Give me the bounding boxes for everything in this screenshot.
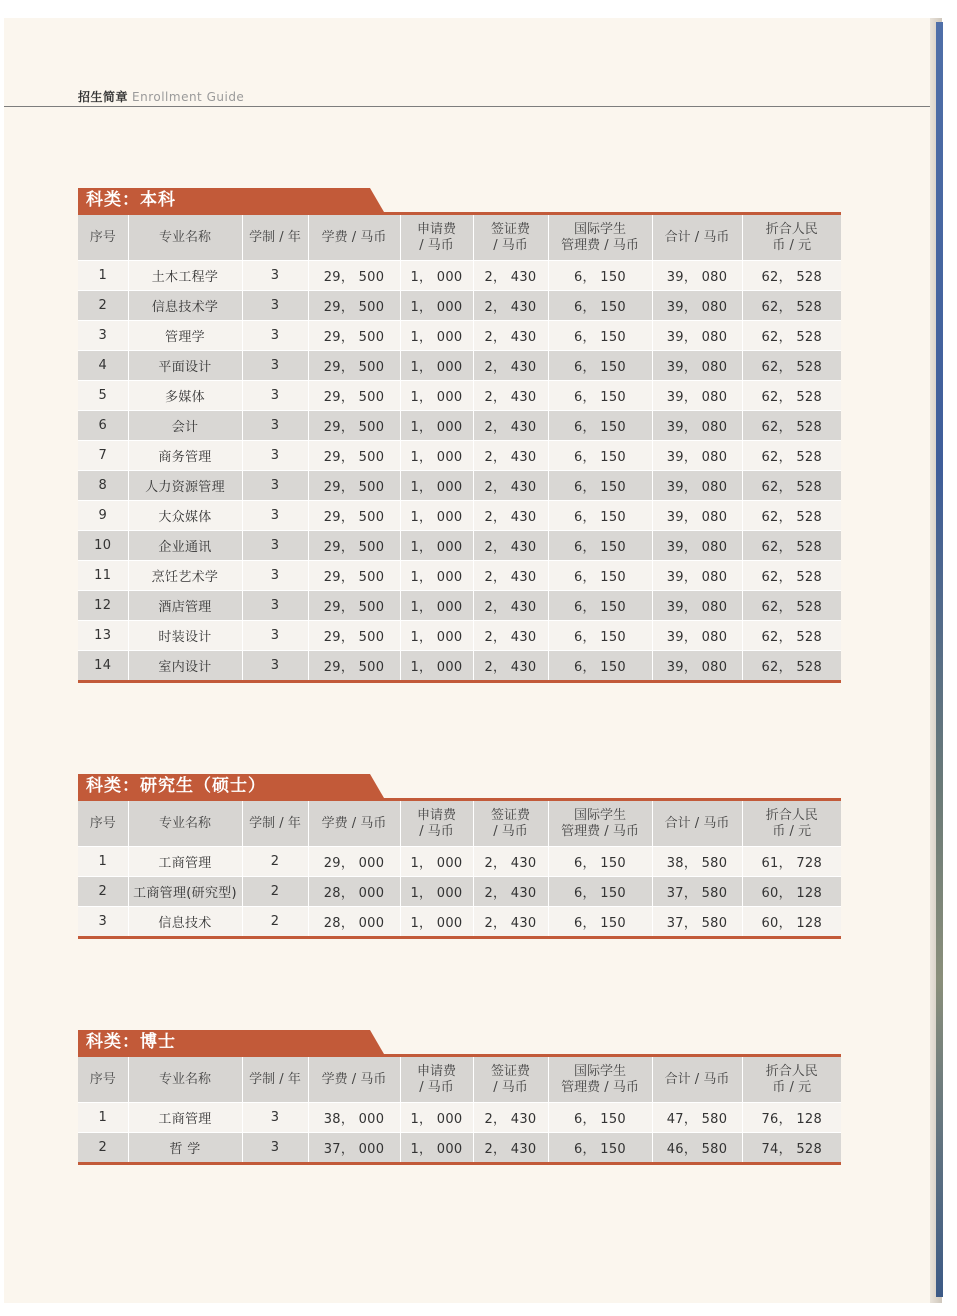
table-cell: 3 <box>242 591 308 621</box>
table-cell: 39， 080 <box>652 261 742 291</box>
table-cell: 29， 500 <box>308 321 400 351</box>
table-header-row <box>78 215 841 261</box>
table-cell: 60， 128 <box>742 877 841 907</box>
table-cell: 1， 000 <box>400 651 473 682</box>
column-header <box>242 1057 308 1103</box>
column-header-label: 签证费 <box>490 1063 530 1079</box>
table-cell: 1， 000 <box>400 1133 473 1164</box>
table-cell: 时装设计 <box>128 621 242 651</box>
table-cell: 12 <box>78 591 128 621</box>
column-header-label: 申请费 <box>416 1063 456 1079</box>
table-cell: 大众媒体 <box>128 501 242 531</box>
table-cell: 3 <box>242 411 308 441</box>
table-cell: 6， 150 <box>548 441 652 471</box>
table-cell: 信息技术 <box>128 907 242 938</box>
table-cell: 29， 500 <box>308 351 400 381</box>
table-cell: 39， 080 <box>652 321 742 351</box>
table-cell: 6， 150 <box>548 261 652 291</box>
table-cell: 62， 528 <box>742 651 841 682</box>
table-cell: 3 <box>242 1133 308 1164</box>
table-cell: 6 <box>78 411 128 441</box>
table-cell: 6， 150 <box>548 381 652 411</box>
header-rule <box>4 106 930 107</box>
table-cell: 3 <box>78 907 128 938</box>
table-cell: 2， 430 <box>473 501 548 531</box>
table-cell: 6， 150 <box>548 531 652 561</box>
column-header-label: 折合人民 <box>765 221 818 237</box>
table-cell: 2 <box>242 877 308 907</box>
table-cell: 39， 080 <box>652 501 742 531</box>
table-cell: 37， 580 <box>652 877 742 907</box>
table-cell: 1， 000 <box>400 411 473 441</box>
table-cell: 管理学 <box>128 321 242 351</box>
column-header <box>473 801 548 847</box>
table-cell: 1， 000 <box>400 351 473 381</box>
column-header-label: 签证费 <box>490 807 530 823</box>
column-header <box>473 215 548 261</box>
column-header-label: 国际学生 <box>573 221 626 237</box>
column-header <box>128 215 242 261</box>
table-cell: 47， 580 <box>652 1103 742 1133</box>
column-header <box>742 1057 841 1103</box>
table-cell: 工商管理(研究型) <box>128 877 242 907</box>
table-cell: 29， 500 <box>308 651 400 682</box>
table-cell: 11 <box>78 561 128 591</box>
table-cell: 29， 500 <box>308 291 400 321</box>
table-cell: 烹饪艺术学 <box>128 561 242 591</box>
table-cell: 3 <box>242 471 308 501</box>
table-cell: 1， 000 <box>400 441 473 471</box>
table-cell: 6， 150 <box>548 1133 652 1164</box>
table-cell: 3 <box>242 501 308 531</box>
table-cell: 2， 430 <box>473 1103 548 1133</box>
table-row <box>78 411 841 441</box>
column-header-label: 专业名称 <box>158 229 211 245</box>
table-cell: 1， 000 <box>400 561 473 591</box>
column-header-label: 合计 / 马币 <box>664 815 730 831</box>
table-cell: 39， 080 <box>652 381 742 411</box>
table-row <box>78 651 841 682</box>
table-header-row <box>78 801 841 847</box>
table-cell: 39， 080 <box>652 441 742 471</box>
table-cell: 1， 000 <box>400 321 473 351</box>
table-cell: 2， 430 <box>473 261 548 291</box>
table-cell: 1， 000 <box>400 291 473 321</box>
table-cell: 29， 500 <box>308 531 400 561</box>
table-cell: 29， 500 <box>308 441 400 471</box>
column-header-label: 专业名称 <box>158 1071 211 1087</box>
column-header <box>128 1057 242 1103</box>
table-cell: 62， 528 <box>742 561 841 591</box>
table-cell: 3 <box>242 1103 308 1133</box>
column-header <box>548 801 652 847</box>
table-cell: 3 <box>242 381 308 411</box>
column-header <box>652 215 742 261</box>
column-header-label: 学制 / 年 <box>249 1071 301 1087</box>
column-header <box>548 1057 652 1103</box>
table-row <box>78 381 841 411</box>
table-cell: 3 <box>242 531 308 561</box>
column-header-label: 申请费 <box>416 807 456 823</box>
column-header-label: 币 / 元 <box>772 237 812 253</box>
table-cell: 39， 080 <box>652 471 742 501</box>
table-cell: 1， 000 <box>400 591 473 621</box>
table-cell: 29， 500 <box>308 411 400 441</box>
column-header-label: / 马币 <box>419 237 454 253</box>
column-header <box>78 1057 128 1103</box>
table-cell: 6， 150 <box>548 291 652 321</box>
column-header-label: 管理费 / 马币 <box>561 823 639 839</box>
column-header-label: 学费 / 马币 <box>321 1071 387 1087</box>
table-cell: 2， 430 <box>473 877 548 907</box>
table-cell: 2， 430 <box>473 561 548 591</box>
fee-table <box>78 1057 841 1165</box>
table-cell: 13 <box>78 621 128 651</box>
table-header-row <box>78 1057 841 1103</box>
column-header-label: / 马币 <box>419 1079 454 1095</box>
table-cell: 1， 000 <box>400 501 473 531</box>
table-cell: 1， 000 <box>400 1103 473 1133</box>
table-cell: 39， 080 <box>652 531 742 561</box>
table-cell: 1， 000 <box>400 907 473 938</box>
table-cell: 29， 500 <box>308 501 400 531</box>
table-cell: 信息技术学 <box>128 291 242 321</box>
table-cell: 1， 000 <box>400 381 473 411</box>
table-cell: 39， 080 <box>652 291 742 321</box>
column-header <box>400 801 473 847</box>
table-cell: 2， 430 <box>473 621 548 651</box>
table-cell: 74， 528 <box>742 1133 841 1164</box>
table-row <box>78 847 841 877</box>
column-header <box>742 215 841 261</box>
table-cell: 62， 528 <box>742 441 841 471</box>
table-cell: 62， 528 <box>742 621 841 651</box>
table-cell: 62， 528 <box>742 261 841 291</box>
column-header <box>308 801 400 847</box>
table-cell: 1， 000 <box>400 847 473 877</box>
fee-table <box>78 801 841 939</box>
table-cell: 6， 150 <box>548 321 652 351</box>
table-cell: 62， 528 <box>742 291 841 321</box>
section-title: 科类：研究生（硕士） <box>78 774 370 798</box>
section-undergraduate <box>78 188 841 683</box>
table-cell: 3 <box>242 441 308 471</box>
column-header-label: 序号 <box>89 1071 116 1087</box>
table-cell: 6， 150 <box>548 591 652 621</box>
table-row <box>78 441 841 471</box>
table-row <box>78 1133 841 1164</box>
table-cell: 3 <box>242 621 308 651</box>
table-cell: 工商管理 <box>128 1103 242 1133</box>
column-header <box>128 801 242 847</box>
column-header-label: 学费 / 马币 <box>321 229 387 245</box>
table-cell: 土木工程学 <box>128 261 242 291</box>
table-cell: 14 <box>78 651 128 682</box>
column-header-label: 折合人民 <box>765 1063 818 1079</box>
table-cell: 29， 500 <box>308 471 400 501</box>
table-cell: 2， 430 <box>473 351 548 381</box>
table-cell: 62， 528 <box>742 531 841 561</box>
column-header-label: 学费 / 马币 <box>321 815 387 831</box>
column-header-label: 折合人民 <box>765 807 818 823</box>
table-cell: 5 <box>78 381 128 411</box>
table-cell: 62， 528 <box>742 381 841 411</box>
table-cell: 62， 528 <box>742 471 841 501</box>
table-cell: 28， 000 <box>308 907 400 938</box>
table-cell: 2 <box>242 847 308 877</box>
column-header <box>78 801 128 847</box>
table-cell: 多媒体 <box>128 381 242 411</box>
table-cell: 3 <box>242 321 308 351</box>
table-cell: 2 <box>78 291 128 321</box>
table-cell: 29， 500 <box>308 591 400 621</box>
column-header-label: 管理费 / 马币 <box>561 237 639 253</box>
table-cell: 2 <box>78 1133 128 1164</box>
table-cell: 6， 150 <box>548 907 652 938</box>
cover-photo-strip <box>936 22 943 1297</box>
table-cell: 62， 528 <box>742 351 841 381</box>
section-title: 科类：本科 <box>78 188 370 212</box>
table-row <box>78 531 841 561</box>
table-cell: 2， 430 <box>473 907 548 938</box>
table-cell: 平面设计 <box>128 351 242 381</box>
table-cell: 6， 150 <box>548 501 652 531</box>
table-row <box>78 561 841 591</box>
running-header-en: Enrollment Guide <box>132 90 245 104</box>
column-header-label: 专业名称 <box>158 815 211 831</box>
section-doctoral <box>78 1030 841 1165</box>
table-cell: 2， 430 <box>473 847 548 877</box>
table-cell: 2， 430 <box>473 1133 548 1164</box>
column-header <box>242 801 308 847</box>
column-header <box>78 215 128 261</box>
column-header-label: 申请费 <box>416 221 456 237</box>
table-cell: 3 <box>78 321 128 351</box>
table-cell: 2 <box>78 877 128 907</box>
table-cell: 6， 150 <box>548 561 652 591</box>
table-cell: 7 <box>78 441 128 471</box>
table-row <box>78 591 841 621</box>
table-cell: 6， 150 <box>548 847 652 877</box>
table-cell: 2， 430 <box>473 591 548 621</box>
table-row <box>78 321 841 351</box>
table-cell: 29， 500 <box>308 561 400 591</box>
table-cell: 46， 580 <box>652 1133 742 1164</box>
table-cell: 2 <box>242 907 308 938</box>
column-header <box>742 801 841 847</box>
column-header-label: 合计 / 马币 <box>664 1071 730 1087</box>
section-title: 科类：博士 <box>78 1030 370 1054</box>
table-cell: 61， 728 <box>742 847 841 877</box>
table-row <box>78 1103 841 1133</box>
table-cell: 3 <box>242 351 308 381</box>
table-cell: 人力资源管理 <box>128 471 242 501</box>
table-cell: 3 <box>242 561 308 591</box>
table-cell: 39， 080 <box>652 561 742 591</box>
column-header-label: 币 / 元 <box>772 823 812 839</box>
column-header <box>400 215 473 261</box>
table-cell: 62， 528 <box>742 501 841 531</box>
table-cell: 10 <box>78 531 128 561</box>
table-cell: 62， 528 <box>742 411 841 441</box>
table-cell: 39， 080 <box>652 591 742 621</box>
column-header-label: / 马币 <box>419 823 454 839</box>
column-header <box>400 1057 473 1103</box>
table-cell: 60， 128 <box>742 907 841 938</box>
table-cell: 2， 430 <box>473 471 548 501</box>
table-cell: 工商管理 <box>128 847 242 877</box>
table-cell: 62， 528 <box>742 591 841 621</box>
column-header-label: 序号 <box>89 229 116 245</box>
table-cell: 3 <box>242 651 308 682</box>
column-header-label: 管理费 / 马币 <box>561 1079 639 1095</box>
table-cell: 1， 000 <box>400 621 473 651</box>
column-header <box>548 215 652 261</box>
table-cell: 1 <box>78 261 128 291</box>
table-cell: 室内设计 <box>128 651 242 682</box>
table-cell: 3 <box>242 261 308 291</box>
table-cell: 2， 430 <box>473 321 548 351</box>
column-header-label: 币 / 元 <box>772 1079 812 1095</box>
table-cell: 29， 500 <box>308 261 400 291</box>
table-cell: 会计 <box>128 411 242 441</box>
table-row <box>78 907 841 938</box>
table-cell: 企业通讯 <box>128 531 242 561</box>
table-cell: 3 <box>242 291 308 321</box>
column-header-label: 学制 / 年 <box>249 229 301 245</box>
table-cell: 9 <box>78 501 128 531</box>
table-cell: 29， 500 <box>308 381 400 411</box>
table-cell: 38， 580 <box>652 847 742 877</box>
table-cell: 37， 580 <box>652 907 742 938</box>
column-header <box>652 1057 742 1103</box>
table-cell: 1， 000 <box>400 261 473 291</box>
table-cell: 39， 080 <box>652 351 742 381</box>
column-header-label: 国际学生 <box>573 1063 626 1079</box>
fee-table <box>78 215 841 683</box>
table-cell: 2， 430 <box>473 651 548 682</box>
table-cell: 2， 430 <box>473 291 548 321</box>
table-cell: 酒店管理 <box>128 591 242 621</box>
table-row <box>78 291 841 321</box>
table-row <box>78 621 841 651</box>
table-cell: 1 <box>78 1103 128 1133</box>
table-row <box>78 261 841 291</box>
section-masters <box>78 774 841 939</box>
column-header-label: / 马币 <box>493 237 528 253</box>
table-cell: 6， 150 <box>548 621 652 651</box>
table-cell: 2， 430 <box>473 441 548 471</box>
table-cell: 39， 080 <box>652 621 742 651</box>
column-header-label: 序号 <box>89 815 116 831</box>
table-cell: 1 <box>78 847 128 877</box>
column-header <box>473 1057 548 1103</box>
table-cell: 8 <box>78 471 128 501</box>
column-header-label: 签证费 <box>490 221 530 237</box>
table-cell: 商务管理 <box>128 441 242 471</box>
table-cell: 38， 000 <box>308 1103 400 1133</box>
column-header <box>242 215 308 261</box>
running-header <box>78 88 244 105</box>
table-row <box>78 877 841 907</box>
table-cell: 2， 430 <box>473 531 548 561</box>
table-cell: 37， 000 <box>308 1133 400 1164</box>
column-header-label: / 马币 <box>493 1079 528 1095</box>
table-cell: 6， 150 <box>548 1103 652 1133</box>
column-header <box>652 801 742 847</box>
table-cell: 4 <box>78 351 128 381</box>
column-header-label: 国际学生 <box>573 807 626 823</box>
table-cell: 6， 150 <box>548 877 652 907</box>
table-cell: 28， 000 <box>308 877 400 907</box>
table-cell: 2， 430 <box>473 381 548 411</box>
column-header-label: 合计 / 马币 <box>664 229 730 245</box>
table-cell: 6， 150 <box>548 471 652 501</box>
table-cell: 39， 080 <box>652 651 742 682</box>
column-header <box>308 215 400 261</box>
table-row <box>78 351 841 381</box>
table-cell: 2， 430 <box>473 411 548 441</box>
table-cell: 6， 150 <box>548 351 652 381</box>
table-cell: 1， 000 <box>400 531 473 561</box>
table-cell: 39， 080 <box>652 411 742 441</box>
table-cell: 哲 学 <box>128 1133 242 1164</box>
table-cell: 76， 128 <box>742 1103 841 1133</box>
column-header <box>308 1057 400 1103</box>
table-row <box>78 471 841 501</box>
table-cell: 1， 000 <box>400 471 473 501</box>
table-row <box>78 501 841 531</box>
table-cell: 29， 500 <box>308 621 400 651</box>
column-header-label: / 马币 <box>493 823 528 839</box>
table-cell: 29， 000 <box>308 847 400 877</box>
table-cell: 6， 150 <box>548 651 652 682</box>
table-cell: 62， 528 <box>742 321 841 351</box>
table-cell: 1， 000 <box>400 877 473 907</box>
table-cell: 6， 150 <box>548 411 652 441</box>
column-header-label: 学制 / 年 <box>249 815 301 831</box>
running-header-cn: 招生简章 <box>78 90 129 104</box>
